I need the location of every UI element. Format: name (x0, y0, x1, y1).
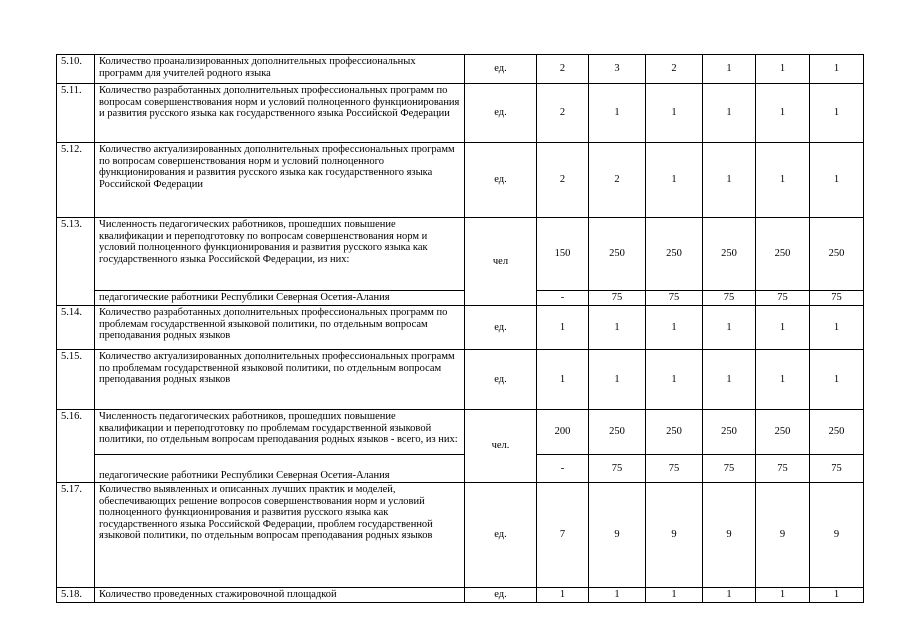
value-cell: 250 (589, 218, 646, 291)
value-cell: 1 (810, 588, 864, 603)
table-row (57, 55, 864, 84)
value-cell: 250 (703, 410, 756, 455)
value-cell: 1 (810, 55, 864, 84)
value-cell: 1 (703, 350, 756, 410)
value-cell: 1 (810, 143, 864, 218)
value-cell: 75 (703, 291, 756, 306)
table-row (57, 143, 864, 218)
value-cell: 1 (810, 306, 864, 350)
table-subrow (57, 455, 864, 483)
row-unit: ед. (465, 84, 537, 143)
row-description: Количество выявленных и описанных лучших практик и моделей, обеспечивающих решение вопросов совершенствования норм и условий полноценного функционирования и развития русского языка как государственного языка Российской Федерации, проблем государственной языковой политики, по отдельным вопросам преподавания родных языков (95, 483, 465, 588)
row-number: 5.15. (57, 350, 95, 410)
row-unit: ед. (465, 483, 537, 588)
value-cell: 150 (537, 218, 589, 291)
value-cell: 200 (537, 410, 589, 455)
value-cell: 1 (703, 84, 756, 143)
value-cell: 1 (646, 350, 703, 410)
value-cell: 75 (589, 455, 646, 483)
value-cell: 1 (756, 588, 810, 603)
value-cell: 1 (646, 588, 703, 603)
value-cell: 9 (646, 483, 703, 588)
value-cell: 1 (810, 84, 864, 143)
table-subrow (57, 291, 864, 306)
row-description: Количество проанализированных дополнительных профессиональных программ для учителей родного языка (95, 55, 465, 84)
row-number: 5.14. (57, 306, 95, 350)
row-description: Количество проведенных стажировочной площадкой (95, 588, 465, 603)
value-cell: 2 (537, 55, 589, 84)
value-cell: 250 (756, 218, 810, 291)
value-cell: 1 (537, 350, 589, 410)
value-cell: 1 (756, 55, 810, 84)
row-description: Численность педагогических работников, прошедших повышение квалификации и переподготовку по вопросам совершенствования норм и условий полноценного функционирования и развития русского языка как государственного языка Российской Федерации, из них: (95, 218, 465, 291)
value-cell: 1 (703, 588, 756, 603)
table-row (57, 306, 864, 350)
value-cell: 75 (756, 291, 810, 306)
value-cell: 2 (537, 143, 589, 218)
value-cell: 1 (756, 306, 810, 350)
value-cell: 1 (756, 143, 810, 218)
value-cell: 250 (646, 410, 703, 455)
value-cell: 1 (589, 350, 646, 410)
value-cell: 1 (756, 350, 810, 410)
value-cell: 7 (537, 483, 589, 588)
row-subdescription: педагогические работники Республики Северная Осетия-Алания (95, 455, 465, 483)
value-cell: 1 (810, 350, 864, 410)
value-cell: 1 (703, 306, 756, 350)
row-description: Количество разработанных дополнительных профессиональных программ по проблемам государственной языковой политики, по отдельным вопросам преподавания родных языков (95, 306, 465, 350)
value-cell: 9 (589, 483, 646, 588)
row-number: 5.11. (57, 84, 95, 143)
table-row (57, 483, 864, 588)
row-number: 5.10. (57, 55, 95, 84)
row-unit: чел (465, 218, 537, 306)
value-cell: 1 (589, 84, 646, 143)
value-cell: 75 (810, 455, 864, 483)
value-cell: - (537, 455, 589, 483)
row-unit: ед. (465, 306, 537, 350)
value-cell: 75 (646, 291, 703, 306)
value-cell: 1 (756, 84, 810, 143)
value-cell: 250 (589, 410, 646, 455)
value-cell: 250 (756, 410, 810, 455)
row-number: 5.17. (57, 483, 95, 588)
row-subdescription: педагогические работники Республики Северная Осетия-Алания (95, 291, 465, 306)
row-number: 5.13. (57, 218, 95, 306)
value-cell: 250 (810, 218, 864, 291)
indicators-table (56, 54, 864, 603)
row-unit: ед. (465, 55, 537, 84)
value-cell: 3 (589, 55, 646, 84)
value-cell: 75 (589, 291, 646, 306)
row-unit: ед. (465, 588, 537, 603)
value-cell: 2 (589, 143, 646, 218)
table-row (57, 410, 864, 455)
value-cell: - (537, 291, 589, 306)
value-cell: 1 (703, 55, 756, 84)
row-unit: чел. (465, 410, 537, 483)
value-cell: 1 (646, 84, 703, 143)
table-row (57, 350, 864, 410)
value-cell: 75 (810, 291, 864, 306)
value-cell: 250 (810, 410, 864, 455)
value-cell: 1 (589, 588, 646, 603)
value-cell: 2 (537, 84, 589, 143)
row-description: Количество актуализированных дополнительных профессиональных программ по вопросам совершенствования норм и условий полноценного функционирования и развития русского языка как государственного языка Российской Федерации (95, 143, 465, 218)
row-unit: ед. (465, 350, 537, 410)
value-cell: 1 (589, 306, 646, 350)
table-row (57, 218, 864, 291)
value-cell: 1 (537, 306, 589, 350)
row-description: Численность педагогических работников, прошедших повышение квалификации и переподготовку по проблемам государственной языковой политики, по отдельным вопросам преподавания родных языков - всего, из них: (95, 410, 465, 455)
value-cell: 250 (703, 218, 756, 291)
value-cell: 9 (756, 483, 810, 588)
value-cell: 9 (703, 483, 756, 588)
row-description: Количество актуализированных дополнительных профессиональных программ по проблемам государственной языковой политики, по отдельным вопросам преподавания родных языков (95, 350, 465, 410)
value-cell: 75 (756, 455, 810, 483)
value-cell: 75 (703, 455, 756, 483)
value-cell: 1 (646, 143, 703, 218)
value-cell: 1 (646, 306, 703, 350)
table-row (57, 588, 864, 603)
value-cell: 75 (646, 455, 703, 483)
row-number: 5.12. (57, 143, 95, 218)
row-number: 5.16. (57, 410, 95, 483)
value-cell: 1 (703, 143, 756, 218)
row-number: 5.18. (57, 588, 95, 603)
value-cell: 2 (646, 55, 703, 84)
row-description: Количество разработанных дополнительных профессиональных программ по вопросам совершенствования норм и условий полноценного функционирования и развития русского языка как государственного языка Российской Федерации (95, 84, 465, 143)
value-cell: 250 (646, 218, 703, 291)
table-row (57, 84, 864, 143)
value-cell: 1 (537, 588, 589, 603)
row-unit: ед. (465, 143, 537, 218)
value-cell: 9 (810, 483, 864, 588)
